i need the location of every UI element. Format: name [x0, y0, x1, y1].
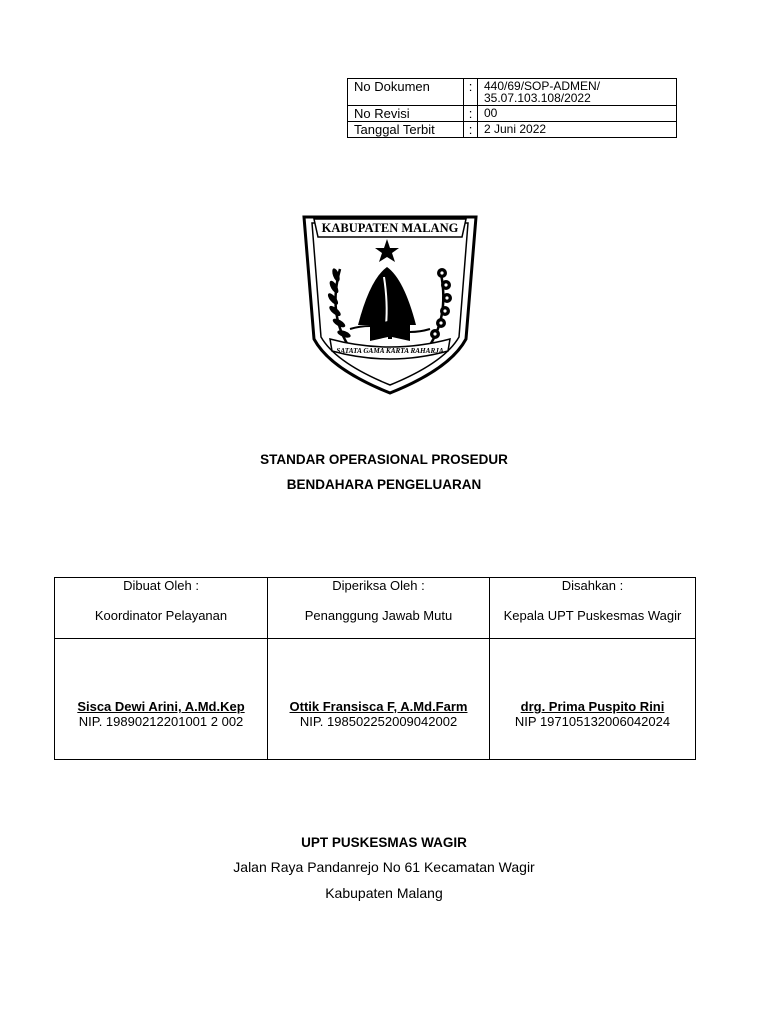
approved-by-nip: NIP 197105132006042024	[514, 714, 671, 729]
issue-date-value: 2 Juni 2022	[478, 122, 677, 138]
doc-number-colon: :	[464, 79, 478, 106]
revision-colon: :	[464, 106, 478, 122]
approved-by-cell	[490, 578, 696, 639]
doc-number-value-line2: 35.07.103.108/2022	[484, 91, 591, 105]
issue-date-row	[348, 122, 677, 138]
checked-by-heading: Diperiksa Oleh :	[332, 578, 425, 593]
prepared-by-cell	[55, 578, 268, 639]
prepared-by-nip: NIP. 19890212201001 2 002	[78, 714, 244, 729]
doc-number-row	[348, 79, 677, 106]
approved-by-name: drg. Prima Puspito Rini	[520, 699, 665, 714]
sop-title: STANDAR OPERASIONAL PROSEDUR	[260, 452, 508, 467]
doc-number-label: No Dokumen	[348, 79, 464, 106]
issue-date-label: Tanggal Terbit	[348, 122, 464, 138]
doc-number-value	[478, 79, 677, 106]
approved-by-signature-cell	[490, 639, 696, 760]
signature-row	[55, 639, 696, 760]
organization-address: Jalan Raya Pandanrejo No 61 Kecamatan Wagir	[233, 859, 535, 875]
approval-signature-table	[54, 577, 696, 760]
prepared-by-signature-cell	[55, 639, 268, 760]
checked-by-signature-cell	[268, 639, 490, 760]
checked-by-name: Ottik Fransisca F, A.Md.Farm	[289, 699, 468, 714]
document-info-table	[347, 78, 677, 138]
prepared-by-heading: Dibuat Oleh :	[123, 578, 199, 593]
approval-header-row	[55, 578, 696, 639]
checked-by-role: Penanggung Jawab Mutu	[304, 608, 453, 623]
approved-by-heading: Disahkan :	[561, 578, 624, 593]
prepared-by-name: Sisca Dewi Arini, A.Md.Kep	[77, 699, 245, 714]
svg-text:SATATA GAMA KARTA RAHARJA: SATATA GAMA KARTA RAHARJA	[336, 347, 444, 355]
checked-by-cell	[268, 578, 490, 639]
sop-subtitle: BENDAHARA PENGELUARAN	[286, 477, 482, 492]
checked-by-nip: NIP. 198502252009042002	[299, 714, 458, 729]
svg-text:KABUPATEN MALANG: KABUPATEN MALANG	[321, 221, 459, 235]
issue-date-colon: :	[464, 122, 478, 138]
organization-region: Kabupaten Malang	[325, 885, 443, 901]
doc-number-value-line1: 440/69/SOP-ADMEN/	[484, 79, 601, 93]
revision-row	[348, 106, 677, 122]
prepared-by-role: Koordinator Pelayanan	[94, 608, 228, 623]
approved-by-role: Kepala UPT Puskesmas Wagir	[503, 608, 682, 623]
revision-label: No Revisi	[348, 106, 464, 122]
revision-value: 00	[478, 106, 677, 122]
kabupaten-malang-crest-icon	[300, 213, 480, 405]
organization-name: UPT PUSKESMAS WAGIR	[301, 835, 467, 850]
